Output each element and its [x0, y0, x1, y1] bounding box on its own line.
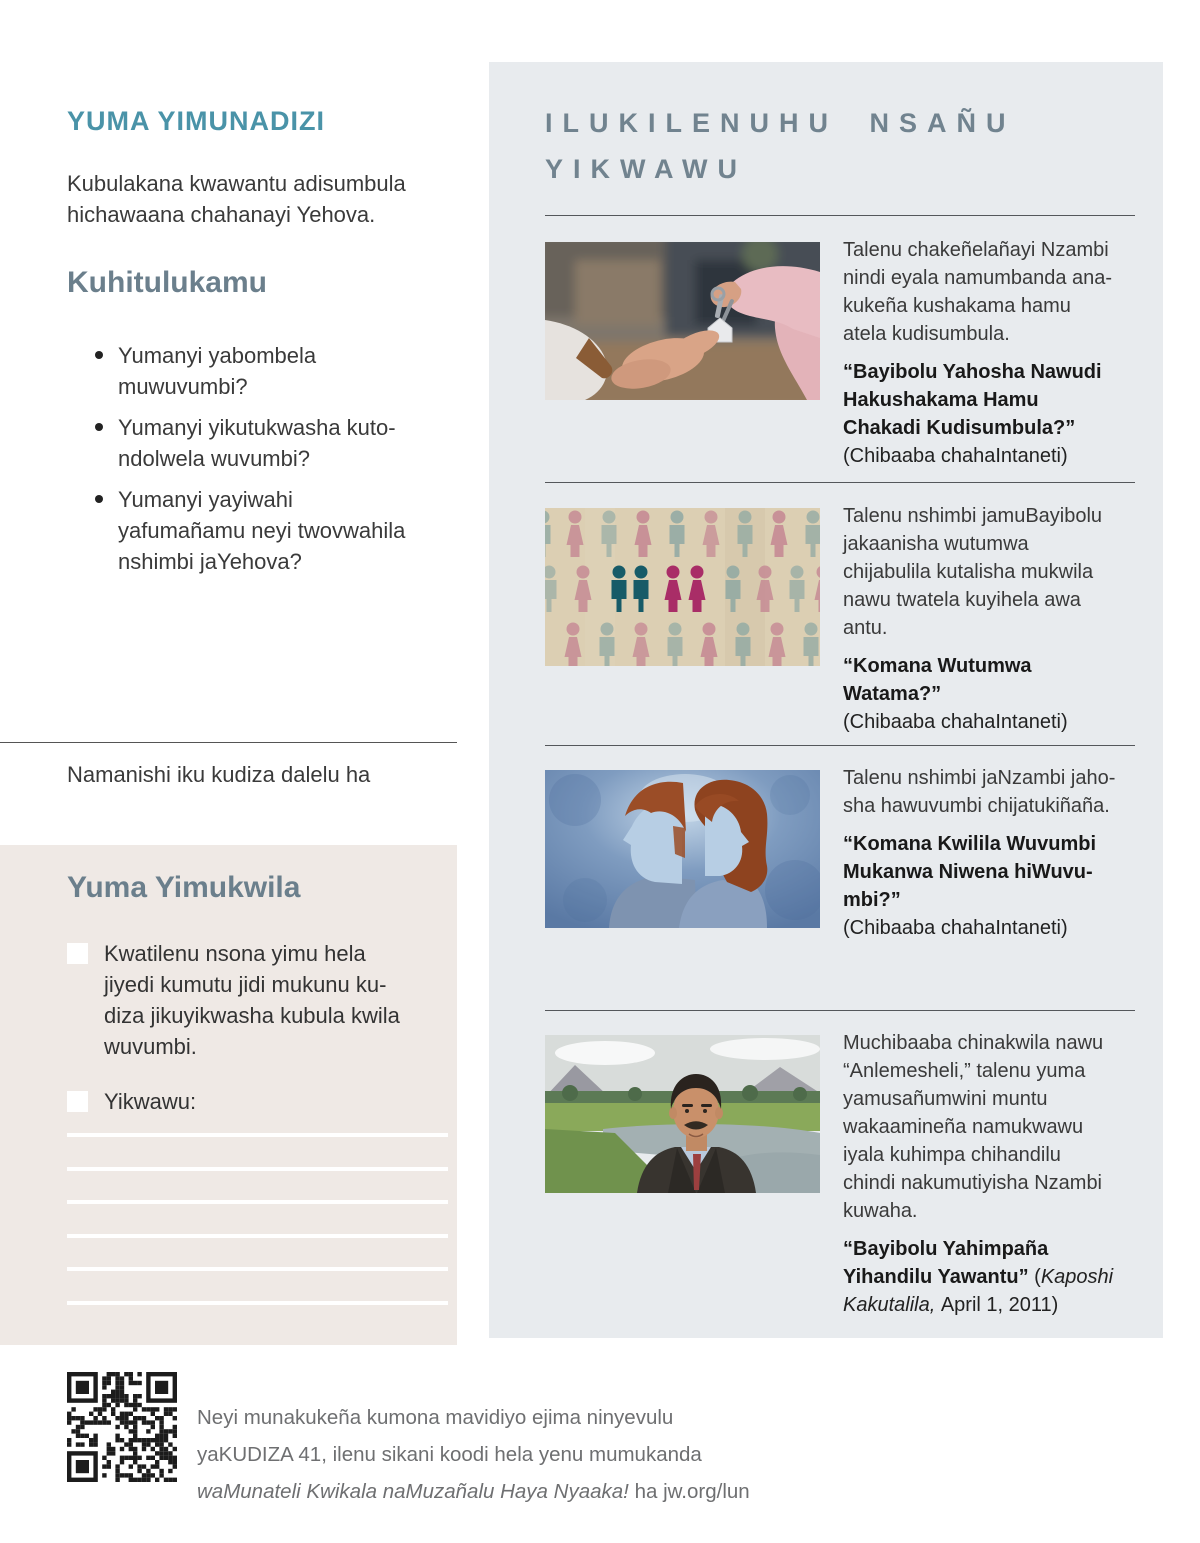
left-divider: [0, 742, 457, 743]
people-pictograms-illustration: [545, 508, 820, 666]
keys-handover-photo: [545, 242, 820, 400]
todo-heading: Yuma Yimukwila: [67, 871, 301, 904]
footer-line: [197, 1473, 757, 1510]
footer-line-tail: ha jw.org/lun: [628, 1480, 750, 1503]
write-line[interactable]: [67, 1267, 448, 1271]
panel-divider: [545, 745, 1135, 746]
list-item: [95, 484, 455, 577]
article-body: Talenu nshimbi jamuBayibolu jakaanisha wutumwa chijabulila kutalisha mukwila nawu twatela kuyihela awa antu.: [843, 505, 1103, 639]
source-journal-name: Kaposhi Kakutalila,: [843, 1266, 1114, 1316]
write-line[interactable]: [67, 1234, 448, 1238]
article-text: [843, 1029, 1117, 1319]
article-source: (Chibaaba chahaIntaneti): [843, 917, 1068, 939]
review-questions-list: [95, 340, 455, 587]
todo-box: [0, 845, 457, 1345]
write-line[interactable]: [67, 1200, 448, 1204]
smiling-man-portrait-photo: [545, 1035, 820, 1193]
note-text: Namanishi iku kudiza dalelu ha: [67, 762, 371, 787]
checkbox[interactable]: [67, 1091, 88, 1112]
write-line[interactable]: [67, 1133, 448, 1137]
checkbox[interactable]: [67, 943, 88, 964]
todo-item: [67, 1086, 417, 1117]
footer-line: yaKUDIZA 41, ilenu sikani koodi hela yenu mumukanda: [197, 1443, 702, 1466]
bullet-icon: [95, 495, 103, 503]
write-line[interactable]: [67, 1301, 448, 1305]
intro-text: Kubulakana kwawantu adisumbula hichawaana chahanayi Yehova.: [67, 171, 406, 227]
article-text: [843, 502, 1117, 736]
source-date: April 1, 2011): [940, 1294, 1059, 1316]
article-text: [843, 236, 1117, 470]
article-title: “Komana Wutumwa Watama?”: [843, 655, 1032, 705]
footer-publication-title: waMunateli Kwikala naMuzañalu Haya Nyaaka!: [197, 1480, 629, 1503]
question-text: Yumanyi yabombela muwuvumbi?: [118, 343, 317, 399]
article-body: Talenu chakeñelañayi Nzambi nindi eyala namumbanda anakukeña kushakama hamu atela kudisumbula.: [843, 239, 1113, 345]
article-source: (Chibaaba chahaIntaneti): [843, 711, 1068, 733]
article-title: “Komana Kwilila Wuvumbi Mukanwa Niwena hiWuvumbi?”: [843, 833, 1096, 911]
qr-code: [67, 1372, 177, 1482]
question-text: Yumanyi yayiwahi yafumañamu neyi twovwahila nshimbi jaYehova?: [118, 487, 406, 574]
source-open-paren: (: [1034, 1266, 1041, 1288]
panel-divider: [545, 482, 1135, 483]
back-to-back-profiles-illustration: [545, 770, 820, 928]
panel-divider: [545, 1010, 1135, 1011]
related-articles-panel: [489, 62, 1163, 1338]
article-source: (Chibaaba chahaIntaneti): [843, 445, 1068, 467]
panel-title: ILUKILENUHU NSAÑU YIKWAWU: [545, 108, 1016, 184]
article-body: Muchibaaba chinakwila nawu “Anlemesheli,” talenu yuma yamusañumwini muntu wakaamineña namukwawu iyala kuhimpa chihandilu chindi nakumutiyisha Nzambi kuwaha.: [843, 1032, 1104, 1222]
bullet-icon: [95, 351, 103, 359]
todo-item-text: Kwatilenu nsona yimu hela jiyedi kumutu jidi mukunu kudiza jikuyikwasha kubula kwila wuvumbi.: [104, 941, 400, 1059]
article-text: [843, 764, 1117, 942]
todo-item: [67, 938, 417, 1062]
todo-item-text: Yikwawu:: [104, 1089, 197, 1114]
article-title-text: “Bayibolu Yahimpaña Yihandilu Yawantu”: [843, 1238, 1049, 1288]
write-line[interactable]: [67, 1167, 448, 1171]
question-text: Yumanyi yikutukwasha kutondolwela wuvumbi?: [118, 415, 396, 471]
footer-text: [197, 1399, 757, 1510]
bullet-icon: [95, 423, 103, 431]
review-heading: Kuhitulukamu: [67, 266, 267, 299]
footer-line: Neyi munakukeña kumona mavidiyo ejima ninyevulu: [197, 1406, 674, 1429]
article-body: Talenu nshimbi jaNzambi jahosha hawuvumbi chijatukiñaña.: [843, 767, 1116, 817]
article-title: [843, 1235, 1117, 1319]
article-title: “Bayibolu Yahosha Nawudi Hakushakama Hamu Chakadi Kudisumbula?”: [843, 361, 1102, 439]
list-item: [95, 412, 455, 474]
list-item: [95, 340, 455, 402]
panel-divider: [545, 215, 1135, 216]
page-title: YUMA YIMUNADIZI: [67, 106, 325, 136]
